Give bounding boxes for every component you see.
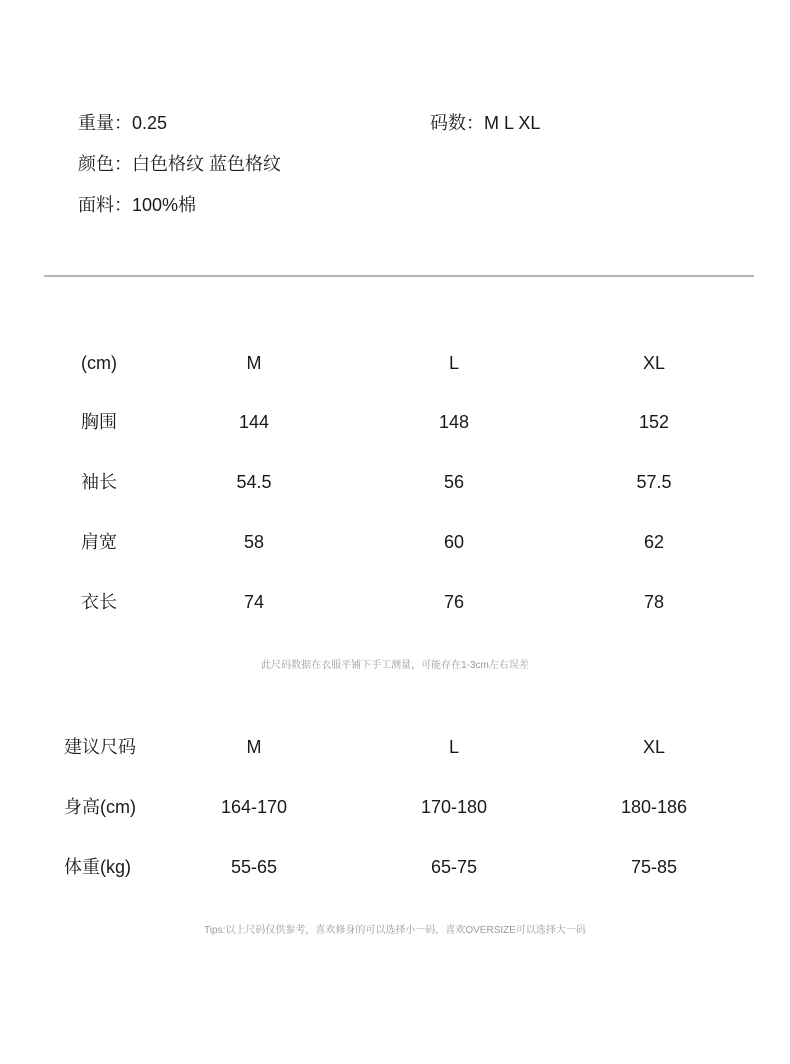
- spec-weight: [78, 112, 167, 134]
- row-label-weight: 体重(kg): [64, 857, 131, 877]
- row-label-height: 身高(cm): [64, 797, 136, 817]
- table-cell: 74: [243, 592, 265, 612]
- spec-sizes: [430, 112, 540, 134]
- section-divider: [44, 275, 754, 277]
- table-cell: 144: [238, 412, 270, 432]
- table-cell: 58: [243, 532, 265, 552]
- table-cell: 75-85: [630, 857, 678, 877]
- spec-fabric: [78, 194, 196, 216]
- table-cell: 170-180: [420, 797, 488, 817]
- measure-header-l: L: [448, 353, 460, 373]
- suggest-header-xl: XL: [642, 737, 666, 757]
- table-cell: 55-65: [230, 857, 278, 877]
- measure-note: 此尺码数据在衣服平铺下手工测量，可能存在1-3cm左右误差: [261, 660, 529, 671]
- suggest-header-m: M: [246, 737, 262, 757]
- spec-color-value: 白色格纹 蓝色格纹: [132, 154, 282, 174]
- row-label-sleeve: 袖长: [81, 472, 117, 492]
- table-cell: 54.5: [236, 472, 272, 492]
- measure-header-m: M: [246, 353, 262, 373]
- table-cell: 60: [443, 532, 465, 552]
- table-cell: 180-186: [620, 797, 688, 817]
- table-cell: 62: [643, 532, 665, 552]
- tips-note: Tips:以上尺码仅供参考，喜欢修身的可以选择小一码，喜欢OVERSIZE可以选择大一码: [204, 925, 586, 936]
- measure-header-unit: (cm): [81, 353, 117, 373]
- spec-fabric-label: 面料：: [78, 195, 132, 215]
- table-cell: 152: [638, 412, 670, 432]
- spec-weight-label: 重量：: [78, 113, 132, 133]
- table-cell: 65-75: [430, 857, 478, 877]
- table-cell: 148: [438, 412, 470, 432]
- row-label-chest: 胸围: [81, 412, 117, 432]
- table-cell: 78: [643, 592, 665, 612]
- table-cell: 56: [443, 472, 465, 492]
- spec-sizes-label: 码数：: [430, 113, 484, 133]
- spec-sizes-value: M L XL: [484, 113, 541, 133]
- row-label-shoulder: 肩宽: [81, 532, 117, 552]
- suggest-header-l: L: [448, 737, 460, 757]
- table-cell: 164-170: [220, 797, 288, 817]
- spec-weight-value: 0.25: [132, 113, 168, 133]
- measure-header-xl: XL: [642, 353, 666, 373]
- spec-color: [78, 153, 281, 175]
- suggest-header-label: 建议尺码: [64, 737, 136, 757]
- row-label-length: 衣长: [81, 592, 117, 612]
- spec-color-label: 颜色：: [78, 154, 132, 174]
- table-cell: 57.5: [636, 472, 672, 492]
- spec-fabric-value: 100%棉: [132, 195, 197, 215]
- table-cell: 76: [443, 592, 465, 612]
